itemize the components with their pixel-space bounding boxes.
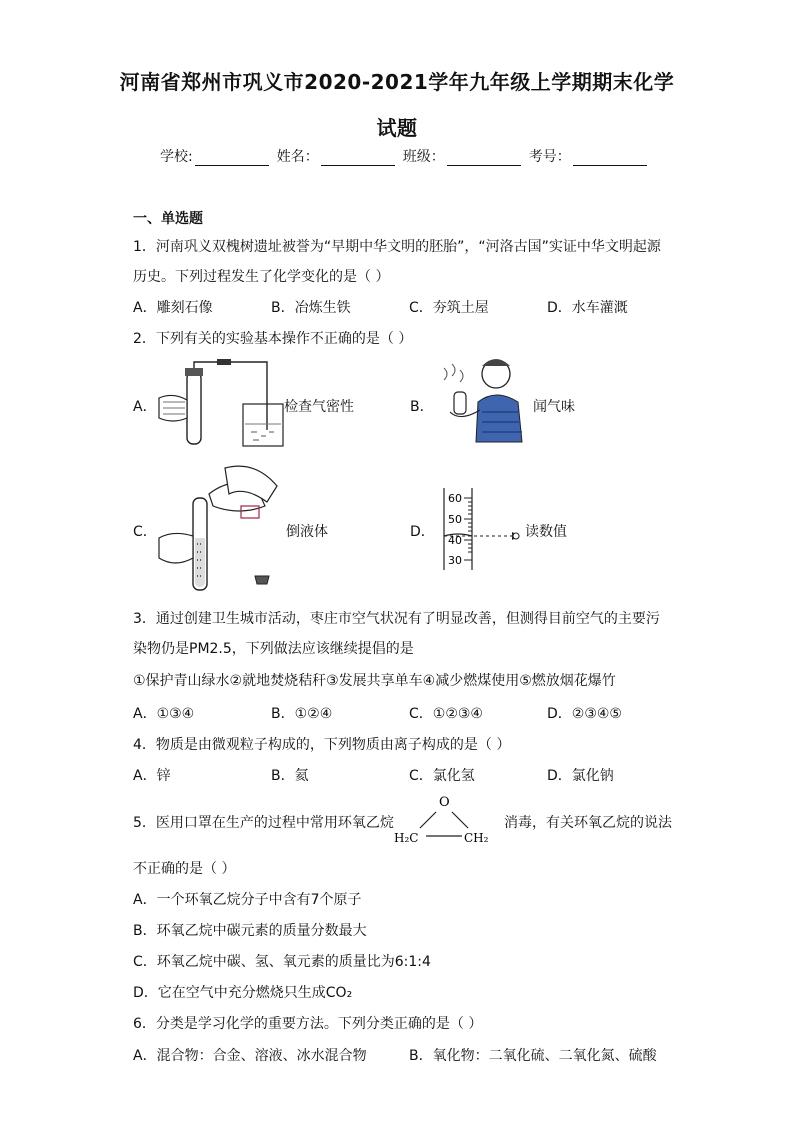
q1-stem-line-1: 1．河南巩义双槐树遗址被誉为“早期中华文明的胚胎”，“河洛古国”实证中华文明起源 (133, 239, 661, 255)
q2-option-d-text: 读数值 (525, 524, 567, 540)
q4-option-d[interactable]: D．氯化钠 (547, 768, 614, 784)
q3-option-b[interactable]: B．①②④ (271, 706, 333, 722)
q4-option-a[interactable]: A．锌 (133, 768, 171, 784)
q2-option-b-letter[interactable]: B． (410, 399, 434, 415)
q5-option-d[interactable]: D．它在空气中充分燃烧只生成CO₂ (133, 985, 353, 1001)
q6-option-a[interactable]: A．混合物：合金、溶液、冰水混合物 (133, 1048, 367, 1064)
q2-option-a-text: 检查气密性 (284, 399, 354, 415)
q4-option-c[interactable]: C．氯化氢 (409, 768, 475, 784)
q2-option-a-letter[interactable]: A． (133, 399, 157, 415)
class-field[interactable]: 班级： (403, 146, 521, 166)
q6-stem: 6．分类是学习化学的重要方法。下列分类正确的是（ ） (133, 1016, 483, 1032)
smell-gas-figure (430, 352, 530, 450)
q1-option-b[interactable]: B．冶炼生铁 (271, 300, 351, 316)
school-field[interactable]: 学校: (160, 146, 269, 166)
cylinder-tick-30: 30 (448, 554, 462, 567)
q5-stem-line-2: 不正确的是（ ） (133, 861, 236, 877)
section-heading: 一、单选题 (133, 211, 203, 227)
q5-stem-before: 5．医用口罩在生产的过程中常用环氧乙烷 (133, 815, 394, 831)
title-line-1: 河南省郑州市巩义市2020-2021学年九年级上学期期末化学 (119, 70, 675, 94)
exam-number-field[interactable]: 考号： (529, 146, 647, 166)
structure-left-ch2: H₂C (394, 831, 419, 845)
q4-option-b[interactable]: B．氦 (271, 768, 309, 784)
cylinder-tick-60: 60 (448, 492, 462, 505)
student-info-fields (160, 146, 660, 166)
q5-stem-after: 消毒，有关环氧乙烷的说法 (504, 815, 672, 831)
q6-option-b[interactable]: B．氧化物：二氧化硫、二氧化氮、硫酸 (409, 1048, 657, 1064)
q4-stem: 4．物质是由微观粒子构成的，下列物质由离子构成的是（ ） (133, 737, 511, 753)
q3-statements: ①保护青山绿水②就地焚烧秸秆③发展共享单车④减少燃煤使用⑤燃放烟花爆竹 (133, 673, 616, 689)
q5-option-c[interactable]: C．环氧乙烷中碳、氢、氧元素的质量比为6:1:4 (133, 954, 431, 970)
q3-option-d[interactable]: D．②③④⑤ (547, 706, 622, 722)
q1-option-c[interactable]: C．夯筑土屋 (409, 300, 489, 316)
cylinder-tick-40: 40 (448, 534, 462, 547)
q2-option-c-text: 倒液体 (286, 524, 328, 540)
q2-stem: 2．下列有关的实验基本操作不正确的是（ ） (133, 331, 413, 347)
title-line-2: 试题 (376, 116, 418, 140)
q2-option-c-letter[interactable]: C． (133, 524, 157, 540)
q3-option-a[interactable]: A．①③④ (133, 706, 195, 722)
q3-stem-line-2: 染物仍是PM2.5，下列做法应该继续提倡的是 (133, 641, 414, 657)
q2-option-d-letter[interactable]: D． (410, 524, 435, 540)
structure-right-ch2: CH₂ (464, 831, 489, 845)
name-field[interactable]: 姓名： (277, 146, 395, 166)
ethylene-oxide-structure (392, 792, 496, 848)
pour-liquid-figure (155, 458, 280, 593)
structure-oxygen: O (439, 795, 450, 810)
q1-option-a[interactable]: A．雕刻石像 (133, 300, 213, 316)
graduated-cylinder-figure (440, 486, 530, 572)
q1-stem-line-2: 历史。下列过程发生了化学变化的是（ ） (133, 269, 390, 285)
cylinder-tick-50: 50 (448, 513, 462, 526)
airtightness-check-figure (155, 358, 285, 450)
q3-option-c[interactable]: C．①②③④ (409, 706, 483, 722)
q2-option-b-text: 闻气味 (533, 399, 575, 415)
q3-stem-line-1: 3．通过创建卫生城市活动，枣庄市空气状况有了明显改善，但测得目前空气的主要污 (133, 611, 660, 627)
q5-option-a[interactable]: A．一个环氧乙烷分子中含有7个原子 (133, 892, 362, 908)
q1-option-d[interactable]: D．水车灌溉 (547, 300, 628, 316)
q5-option-b[interactable]: B．环氧乙烷中碳元素的质量分数最大 (133, 923, 367, 939)
